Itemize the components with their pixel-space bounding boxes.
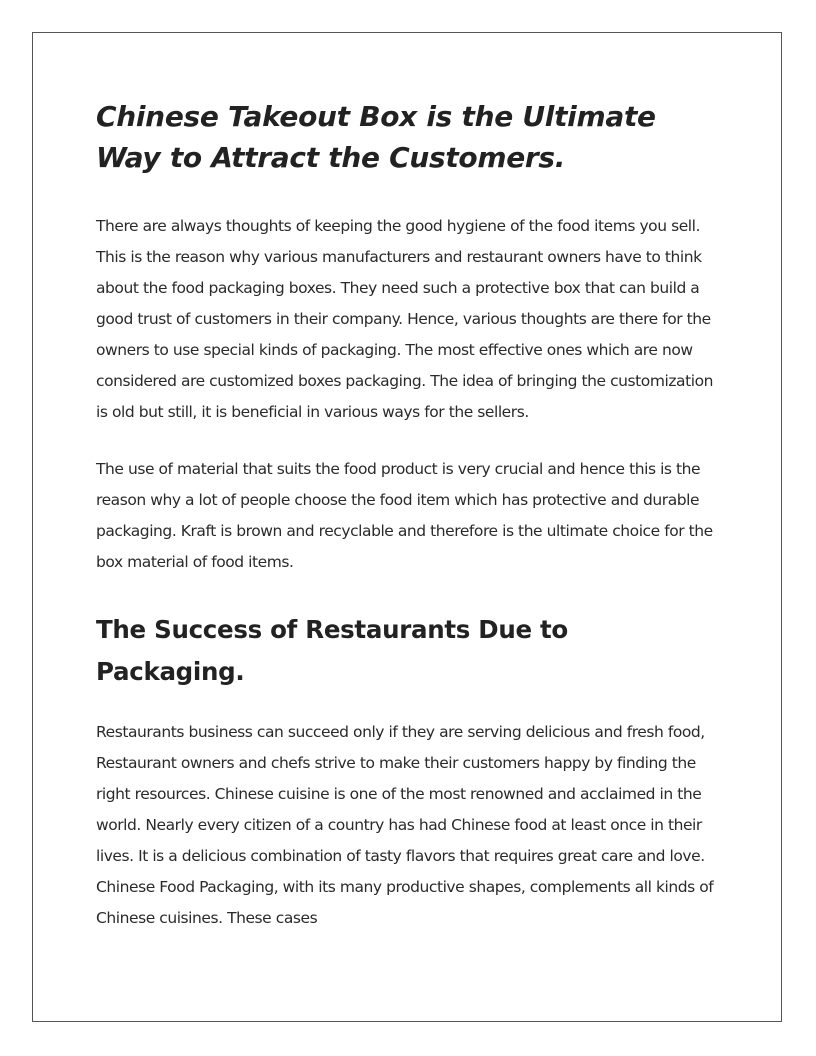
document-title: Chinese Takeout Box is the Ultimate Way to Attract the Customers.	[96, 100, 656, 174]
paragraph-restaurants: Restaurants business can succeed only if they are serving delicious and fresh food, Restaurant owners and chefs strive to make their customers happy by finding the right resources. Chinese cuisine is one of the most renowned and acclaimed in the world. Nearly every citizen of a country has had Chinese food at least once in their lives. It is a delicious combination of tasty flavors that requires great care and love. Chinese Food Packaging, with its many productive shapes, complements all kinds of Chinese cuisines. These cases	[96, 723, 714, 927]
paragraph-hygiene: There are always thoughts of keeping the good hygiene of the food items you sell. This is the reason why various manufacturers and restaurant owners have to think about the food packaging boxes. They need such a protective box that can build a good trust of customers in their company. Hence, various thoughts are there for the owners to use special kinds of packaging. The most effective ones which are now considered are customized boxes packaging. The idea of bringing the customization is old but still, it is beneficial in various ways for the sellers.	[96, 217, 713, 421]
paragraph-material: The use of material that suits the food product is very crucial and hence this is the reason why a lot of people choose the food item which has protective and durable packaging. Kraft is brown and recyclable and therefore is the ultimate choice for the box material of food items.	[96, 460, 713, 571]
section-heading: The Success of Restaurants Due to Packaging.	[96, 615, 568, 686]
document-body	[96, 96, 724, 934]
